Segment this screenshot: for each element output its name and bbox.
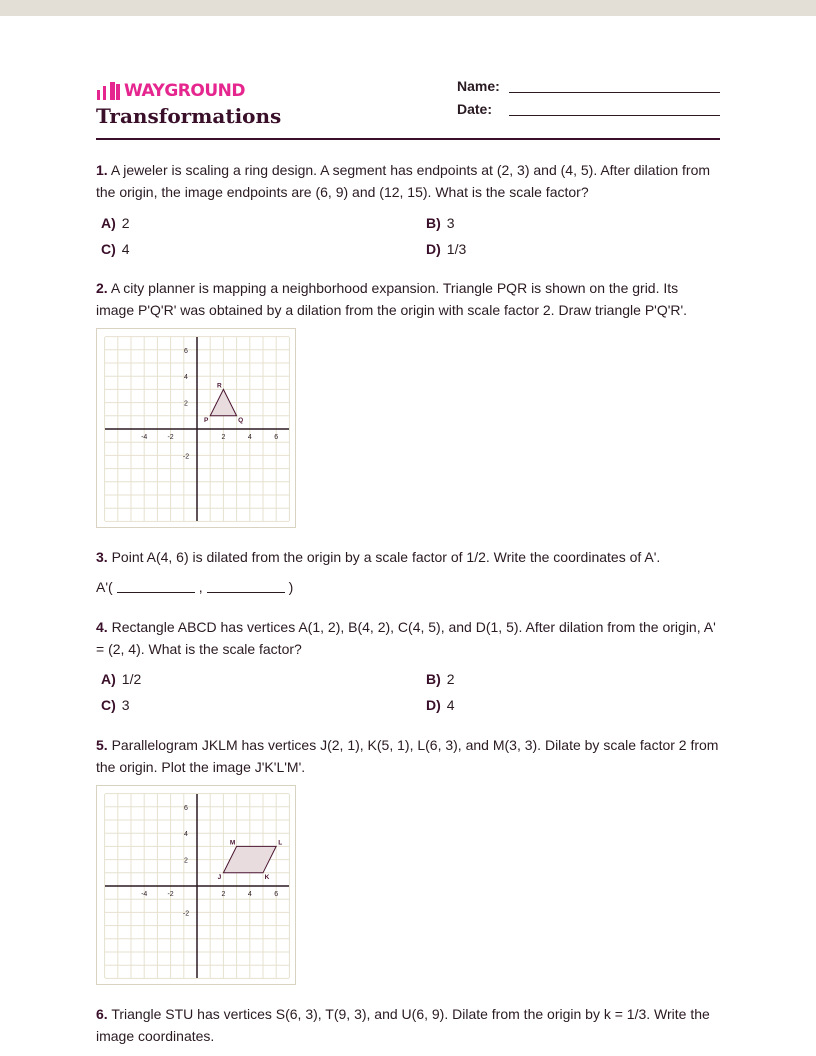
name-line[interactable]	[509, 78, 720, 93]
coordinate-grid-q2[interactable]	[96, 328, 296, 528]
option-a[interactable]	[101, 671, 141, 687]
option-text: 2	[446, 671, 455, 687]
page-title: Transformations	[96, 104, 282, 128]
y-tick-label: 4	[184, 374, 188, 382]
x-tick-label: 6	[274, 434, 279, 441]
y-tick-label: 6	[184, 804, 188, 812]
question-text: Parallelogram JKLM has vertices J(2, 1), K(5, 1), L(6, 3), and M(3, 3). Dilate by scale factor 2 from the origin. Plot the image J'K'L'M'.	[96, 737, 719, 775]
x-tick-label: -2	[167, 891, 174, 898]
option-letter: D)	[426, 241, 441, 257]
option-a[interactable]	[101, 215, 130, 231]
name-label: Name:	[457, 78, 500, 94]
option-text: 3	[446, 215, 455, 231]
wayground-logo	[96, 80, 245, 102]
option-b[interactable]	[426, 671, 455, 687]
x-tick-label: 2	[221, 891, 226, 898]
question-text: Point A(4, 6) is dilated from the origin by a scale factor of 1/2. Write the coordinates of A'.	[111, 549, 661, 565]
question-3	[96, 546, 720, 568]
name-field[interactable]	[457, 78, 720, 94]
vertex-label: M	[229, 839, 236, 847]
option-letter: B)	[426, 215, 441, 231]
logo-wordmark: WAYGROUND	[124, 81, 245, 101]
question-number: 6.	[96, 1006, 108, 1022]
question-1	[96, 159, 720, 203]
question-number: 2.	[96, 280, 108, 296]
question-6	[96, 1003, 720, 1047]
grid-svg	[97, 786, 295, 984]
option-text: 4	[121, 241, 130, 257]
question-text: Rectangle ABCD has vertices A(1, 2), B(4, 2), C(4, 5), and D(1, 5). After dilation from the origin, A' = (2, 4). What is the scale factor?	[96, 619, 716, 657]
y-tick-label: 2	[184, 857, 188, 865]
x-tick-label: 2	[221, 434, 226, 441]
x-tick-label: -2	[167, 434, 174, 441]
vertex-label: R	[217, 382, 222, 390]
option-letter: C)	[101, 697, 116, 713]
y-tick-label: -2	[182, 910, 190, 918]
question-text: Triangle STU has vertices S(6, 3), T(9, 3), and U(6, 9). Dilate from the origin by k = 1/3. Write the image coordinates.	[96, 1006, 710, 1044]
option-text: 2	[121, 215, 130, 231]
date-field[interactable]	[457, 101, 720, 117]
vertex-label: J	[217, 873, 222, 881]
question-4	[96, 616, 720, 660]
option-text: 1/3	[446, 241, 467, 257]
question-text: A jeweler is scaling a ring design. A segment has endpoints at (2, 3) and (4, 5). After dilation from the origin, the image endpoints are (6, 9) and (12, 15). What is the scale factor?	[96, 162, 711, 200]
option-b[interactable]	[426, 215, 455, 231]
date-line[interactable]	[509, 101, 720, 116]
vertex-label: K	[264, 873, 270, 881]
coordinate-grid-q5[interactable]	[96, 785, 296, 985]
y-blank[interactable]	[207, 578, 285, 593]
option-text: 1/2	[121, 671, 142, 687]
x-tick-label: 4	[247, 891, 252, 898]
question-2	[96, 277, 720, 321]
answer-separator: ,	[198, 579, 203, 595]
question-number: 1.	[96, 162, 108, 178]
option-d[interactable]	[426, 241, 466, 257]
vertex-label: L	[278, 839, 283, 847]
shape-polygon	[223, 846, 276, 872]
option-c[interactable]	[101, 241, 130, 257]
option-d[interactable]	[426, 697, 455, 713]
x-tick-label: 6	[274, 891, 279, 898]
grid-svg	[97, 329, 295, 527]
question-5	[96, 734, 720, 778]
option-letter: D)	[426, 697, 441, 713]
x-blank[interactable]	[117, 578, 195, 593]
question-text: A city planner is mapping a neighborhood expansion. Triangle PQR is shown on the grid. Its image P'Q'R' was obtained by a dilation from the origin with scale factor 2. Draw triangle P'Q'R'.	[96, 280, 688, 318]
header-divider	[96, 138, 720, 140]
top-bar	[0, 0, 816, 16]
option-text: 3	[121, 697, 130, 713]
date-label: Date:	[457, 101, 493, 117]
question-number: 4.	[96, 619, 108, 635]
y-tick-label: 2	[184, 400, 188, 408]
option-c[interactable]	[101, 697, 130, 713]
option-letter: B)	[426, 671, 441, 687]
option-letter: A)	[101, 671, 116, 687]
question-number: 5.	[96, 737, 108, 753]
y-tick-label: -2	[182, 453, 190, 461]
option-letter: C)	[101, 241, 116, 257]
option-letter: A)	[101, 215, 116, 231]
vertex-label: Q	[238, 416, 244, 424]
logo-mark-icon	[96, 82, 120, 100]
vertex-label: P	[204, 416, 209, 424]
worksheet-header	[96, 76, 720, 138]
x-tick-label: -4	[141, 891, 148, 898]
question-number: 3.	[96, 549, 108, 565]
option-text: 4	[446, 697, 455, 713]
answer-suffix: )	[288, 579, 294, 595]
answer-prefix: A'(	[96, 579, 113, 595]
answer-a-prime	[96, 578, 293, 595]
y-tick-label: 6	[184, 347, 188, 355]
y-tick-label: 4	[184, 831, 188, 839]
x-tick-label: -4	[141, 434, 148, 441]
x-tick-label: 4	[247, 434, 252, 441]
